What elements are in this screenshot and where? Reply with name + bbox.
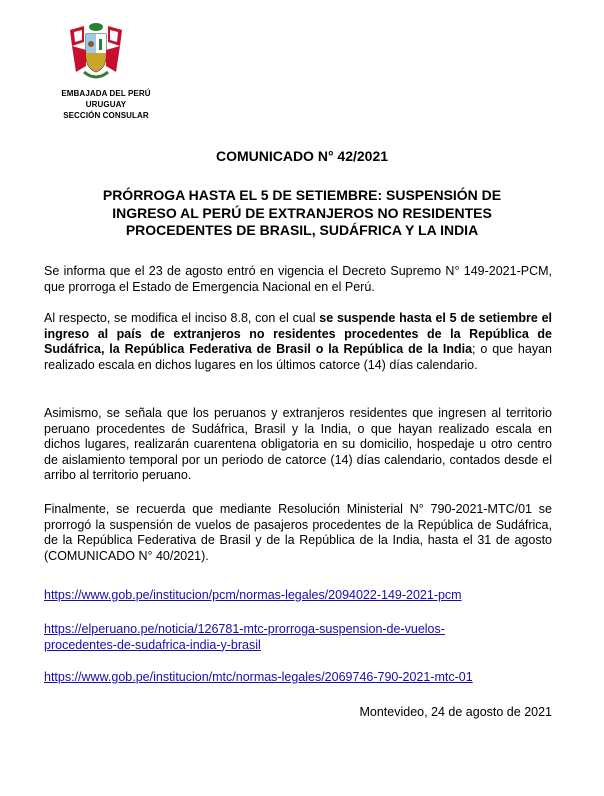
link-elperuano-line-2[interactable]: procedentes-de-sudafrica-india-y-brasil (44, 637, 261, 652)
notice-number: COMUNICADO N° 42/2021 (215, 148, 389, 164)
paragraph-decree: Se informa que el 23 de agosto entró en vigencia el Decreto Supremo N° 149-2021-PCM, que prorroga el Estado de Emergencia Nacional en el Perú. (44, 264, 552, 294)
embassy-section: SECCIÓN CONSULAR (63, 111, 149, 120)
headline-line-2: INGRESO AL PERÚ DE EXTRANJEROS NO RESIDENTES (112, 204, 492, 221)
paragraph-flights: Finalmente, se recuerda que mediante Resolución Ministerial N° 790-2021-MTC/01 se prorrogó la suspensión de vuelos de pasajeros procedentes de la República de Sudáfrica, de la República Federativa de Brasil y de la República de la India, hasta el 31 de agosto (COMUNICADO N° 40/2021). (44, 502, 552, 563)
place-date-signoff: Montevideo, 24 de agosto de 2021 (359, 705, 552, 719)
link-mtc-resolution[interactable]: https://www.gob.pe/institucion/mtc/normas-legales/2069746-790-2021-mtc-01 (44, 670, 473, 684)
link-elperuano-line-1[interactable]: https://elperuano.pe/noticia/126781-mtc-prorroga-suspension-de-vuelos- (44, 622, 445, 636)
notice-headline (0, 187, 604, 240)
embassy-country: URUGUAY (85, 100, 127, 109)
peru-coat-of-arms-emblem (66, 20, 126, 84)
embassy-name: EMBAJADA DEL PERÚ (61, 89, 151, 98)
paragraph-suspension-end: ; o que hayan realizado escala en dichos lugares en los últimos catorce (14) días calendario. (44, 342, 552, 372)
headline-line-3: PROCEDENTES DE BRASIL, SUDÁFRICA Y LA INDIA (125, 222, 479, 238)
headline-line-1: PRÓRROGA HASTA EL 5 DE SETIEMBRE: SUSPENSIÓN DE (102, 187, 502, 203)
paragraph-suspension-start: Al respecto, se modifica el inciso 8.8, con el cual (44, 311, 320, 325)
embassy-header (44, 88, 168, 121)
link-pcm-decree[interactable]: https://www.gob.pe/institucion/pcm/normas-legales/2094022-149-2021-pcm (44, 588, 462, 602)
paragraph-suspension (44, 311, 552, 373)
paragraph-quarantine: Asimismo, se señala que los peruanos y extranjeros residentes que ingresen al territorio peruano procedentes de Sudáfrica, Brasil y la India, o que hayan realizado escala en dichos lugares, realizarán cuarentena obligatoria en su domicilio, hospedaje u otro centro de aislamiento temporal por un periodo de catorce (14) días calendario, contados desde el arribo al territorio peruano. (44, 406, 552, 482)
paragraph-suspension-bold: se suspende hasta el 5 de setiembre el ingreso al país de extranjeros no residentes procedentes de la República de Sudáfrica, la República Federativa de Brasil o la República de la India (44, 311, 552, 356)
link-elperuano-news[interactable] (44, 622, 564, 653)
